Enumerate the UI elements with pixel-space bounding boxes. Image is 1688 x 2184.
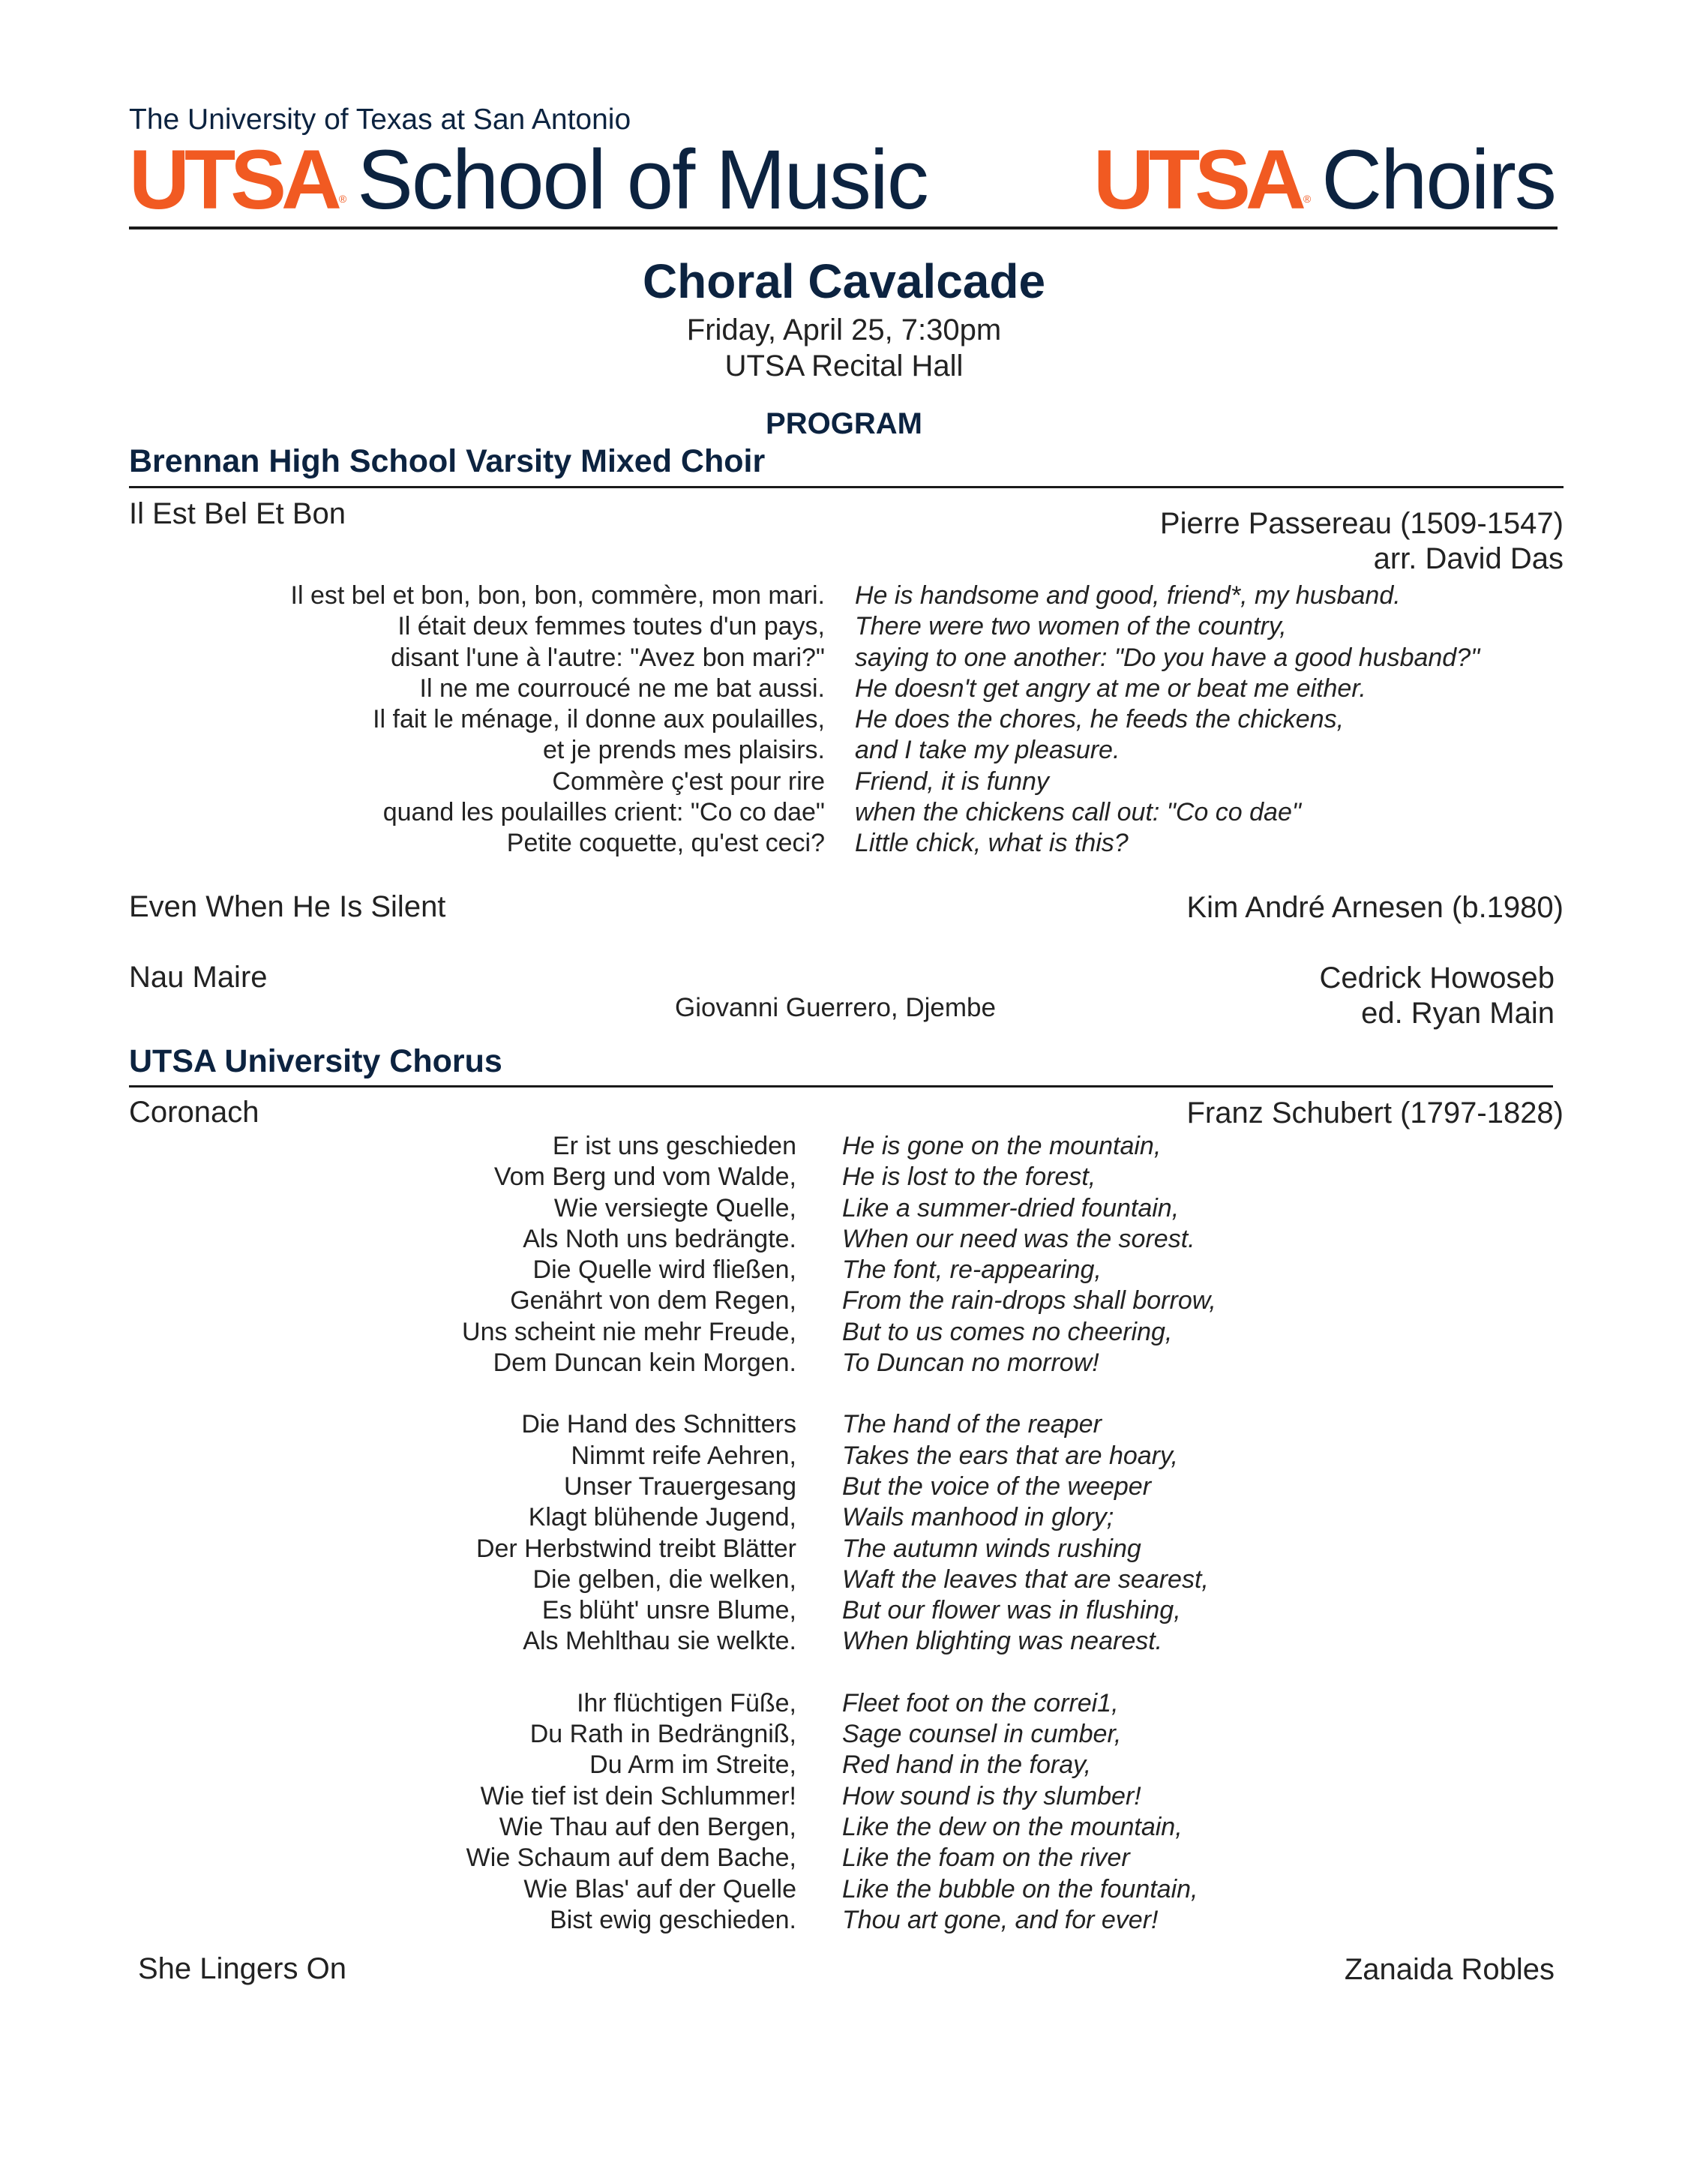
section-divider	[129, 1085, 1553, 1088]
verse-line: Takes the ears that are hoary,	[842, 1441, 1178, 1470]
utsa-logo-mark: UTSA	[129, 133, 337, 226]
piece-credits	[1160, 506, 1564, 577]
verse-line: Il ne me courroucé ne me bat aussi.	[419, 674, 825, 703]
verse-line: and I take my pleasure.	[855, 736, 1120, 765]
section-heading: Brennan High School Varsity Mixed Choir	[129, 443, 766, 479]
event-title: Choral Cavalcade	[642, 254, 1046, 308]
stanza	[462, 1131, 796, 1378]
verse-line: quand les poulailles crient: "Co co dae"	[382, 798, 825, 827]
verse-line: Red hand in the foray,	[842, 1750, 1092, 1780]
verse-line: He doesn't get angry at me or beat me either.	[855, 674, 1366, 703]
verse-line: How sound is thy slumber!	[842, 1781, 1141, 1810]
utsa-logo-mark: UTSA	[1093, 133, 1301, 226]
verse-line: Du Rath in Bedrängniß,	[529, 1720, 796, 1749]
verse-line: He is gone on the mountain,	[842, 1132, 1162, 1160]
verse-line: Wie Schaum auf dem Bache,	[466, 1844, 796, 1873]
stanza	[842, 1688, 1216, 1936]
logo-name: School of Music	[357, 133, 928, 226]
verse-line: Klagt blühende Jugend,	[528, 1503, 796, 1532]
verse-line: Thou art gone, and for ever!	[842, 1905, 1159, 1934]
verse-line: Like a summer-dried fountain,	[842, 1193, 1180, 1222]
header-divider	[129, 226, 1558, 230]
verse-line: saying to one another: "Do you have a good husband?"	[855, 643, 1480, 672]
composer: Kim André Arnesen (b.1980)	[1186, 891, 1564, 924]
verse-line: Er ist uns geschieden	[552, 1132, 796, 1160]
piece-title: She Lingers On	[138, 1952, 346, 1985]
verse-line: There were two women of the country,	[855, 612, 1287, 641]
verse-line: Wie versiegte Quelle,	[553, 1193, 796, 1222]
choirs-logo	[1093, 135, 1555, 225]
verse-line: To Duncan no morrow!	[842, 1348, 1099, 1378]
stanza	[462, 1688, 796, 1936]
verse-line: Als Mehlthau sie welkte.	[523, 1627, 796, 1656]
stanza	[842, 1131, 1216, 1378]
verse-line: Es blüht' unsre Blume,	[541, 1596, 796, 1625]
verse-line: Ihr flüchtigen Füße,	[577, 1688, 796, 1718]
verse-line: He is handsome and good, friend*, my husband.	[855, 581, 1401, 610]
verse-line: Unser Trauergesang	[564, 1472, 796, 1501]
verse-line: He does the chores, he feeds the chickens,	[855, 705, 1345, 734]
event-date: Friday, April 25, 7:30pm	[686, 314, 1002, 346]
verse-line: Dem Duncan kein Morgen.	[493, 1348, 796, 1378]
composer: Pierre Passereau (1509-1547)	[1159, 507, 1564, 540]
verse-line: When blighting was nearest.	[842, 1627, 1163, 1656]
verse-line: Wie Thau auf den Bergen,	[499, 1812, 796, 1841]
original-text	[291, 580, 825, 860]
original-text	[462, 1131, 796, 1966]
composer: Zanaida Robles	[1344, 1953, 1555, 1986]
translation-text	[855, 580, 1480, 860]
event-venue: UTSA Recital Hall	[724, 350, 964, 382]
verse-line: But to us comes no cheering,	[842, 1317, 1173, 1346]
performer-credit: Giovanni Guerrero, Djembe	[675, 993, 996, 1022]
verse-line: Vom Berg und vom Walde,	[493, 1162, 796, 1192]
editor: ed. Ryan Main	[1361, 997, 1555, 1030]
verse-line: From the rain-drops shall borrow,	[842, 1286, 1216, 1316]
verse-line: But the voice of the weeper	[842, 1472, 1152, 1501]
piece-title: Even When He Is Silent	[129, 890, 446, 923]
registered-mark: ®	[1303, 193, 1312, 205]
section-divider	[129, 486, 1564, 488]
verse-line: Die gelben, die welken,	[532, 1564, 796, 1594]
verse-line: Wie tief ist dein Schlummer!	[480, 1781, 796, 1810]
stanza	[462, 1409, 796, 1657]
verse-line: Il est bel et bon, bon, bon, commère, mon mari.	[290, 581, 825, 610]
verse-line: Waft the leaves that are searest,	[842, 1564, 1209, 1594]
verse-line: But our flower was in flushing,	[842, 1596, 1181, 1625]
verse-line: He is lost to the forest,	[842, 1162, 1096, 1192]
verse-line: Die Hand des Schnitters	[521, 1410, 796, 1439]
verse-line: Als Noth uns bedrängte.	[523, 1224, 796, 1253]
verse-line: The hand of the reaper	[842, 1410, 1102, 1439]
verse-line: Il fait le ménage, il donne aux poulailles,	[373, 705, 825, 734]
logo-name: Choirs	[1321, 133, 1555, 226]
section-heading: UTSA University Chorus	[129, 1043, 502, 1079]
school-of-music-logo	[129, 135, 928, 225]
program-heading: PROGRAM	[766, 407, 922, 440]
verse-line: Fleet foot on the correi1,	[842, 1688, 1119, 1718]
verse-line: Like the dew on the mountain,	[842, 1812, 1183, 1841]
verse-line: when the chickens call out: "Co co dae"	[855, 798, 1301, 827]
verse-line: Uns scheint nie mehr Freude,	[462, 1317, 796, 1346]
verse-line: Bist ewig geschieden.	[550, 1905, 796, 1934]
verse-line: When our need was the sorest.	[842, 1224, 1195, 1253]
verse-line: The font, re-appearing,	[842, 1256, 1102, 1285]
verse-line: Genährt von dem Regen,	[510, 1286, 796, 1316]
verse-line: Friend, it is funny	[855, 766, 1049, 796]
verse-line: Il était deux femmes toutes d'un pays,	[397, 612, 825, 641]
verse-line: Like the foam on the river	[842, 1844, 1130, 1873]
verse-line: disant l'une à l'autre: "Avez bon mari?"	[391, 643, 825, 672]
verse-line: Wie Blas' auf der Quelle	[523, 1874, 796, 1904]
piece-title: Coronach	[129, 1096, 259, 1129]
verse-line: Sage counsel in cumber,	[842, 1720, 1122, 1749]
piece-title: Il Est Bel Et Bon	[129, 497, 346, 530]
verse-line: Petite coquette, qu'est ceci?	[506, 829, 825, 858]
verse-line: Little chick, what is this?	[855, 829, 1129, 858]
piece-title: Nau Maire	[129, 961, 268, 994]
verse-line: Commère ç'est pour rire	[552, 766, 825, 796]
translation-text	[842, 1131, 1216, 1966]
piece-credits	[1320, 961, 1555, 1031]
verse-line: et je prends mes plaisirs.	[542, 736, 825, 765]
verse-line: Der Herbstwind treibt Blätter	[475, 1534, 796, 1563]
stanza	[842, 1409, 1216, 1657]
university-name: The University of Texas at San Antonio	[129, 104, 631, 136]
composer: Franz Schubert (1797-1828)	[1186, 1096, 1564, 1130]
verse-line: Like the bubble on the fountain,	[842, 1874, 1198, 1904]
registered-mark: ®	[338, 193, 347, 205]
verse-line: Die Quelle wird fließen,	[532, 1256, 796, 1285]
arranger: arr. David Das	[1373, 542, 1564, 575]
verse-line: Du Arm im Streite,	[589, 1750, 796, 1780]
verse-line: Nimmt reife Aehren,	[571, 1441, 796, 1470]
verse-line: The autumn winds rushing	[842, 1534, 1141, 1563]
composer: Cedrick Howoseb	[1319, 962, 1555, 994]
verse-line: Wails manhood in glory;	[842, 1503, 1114, 1532]
